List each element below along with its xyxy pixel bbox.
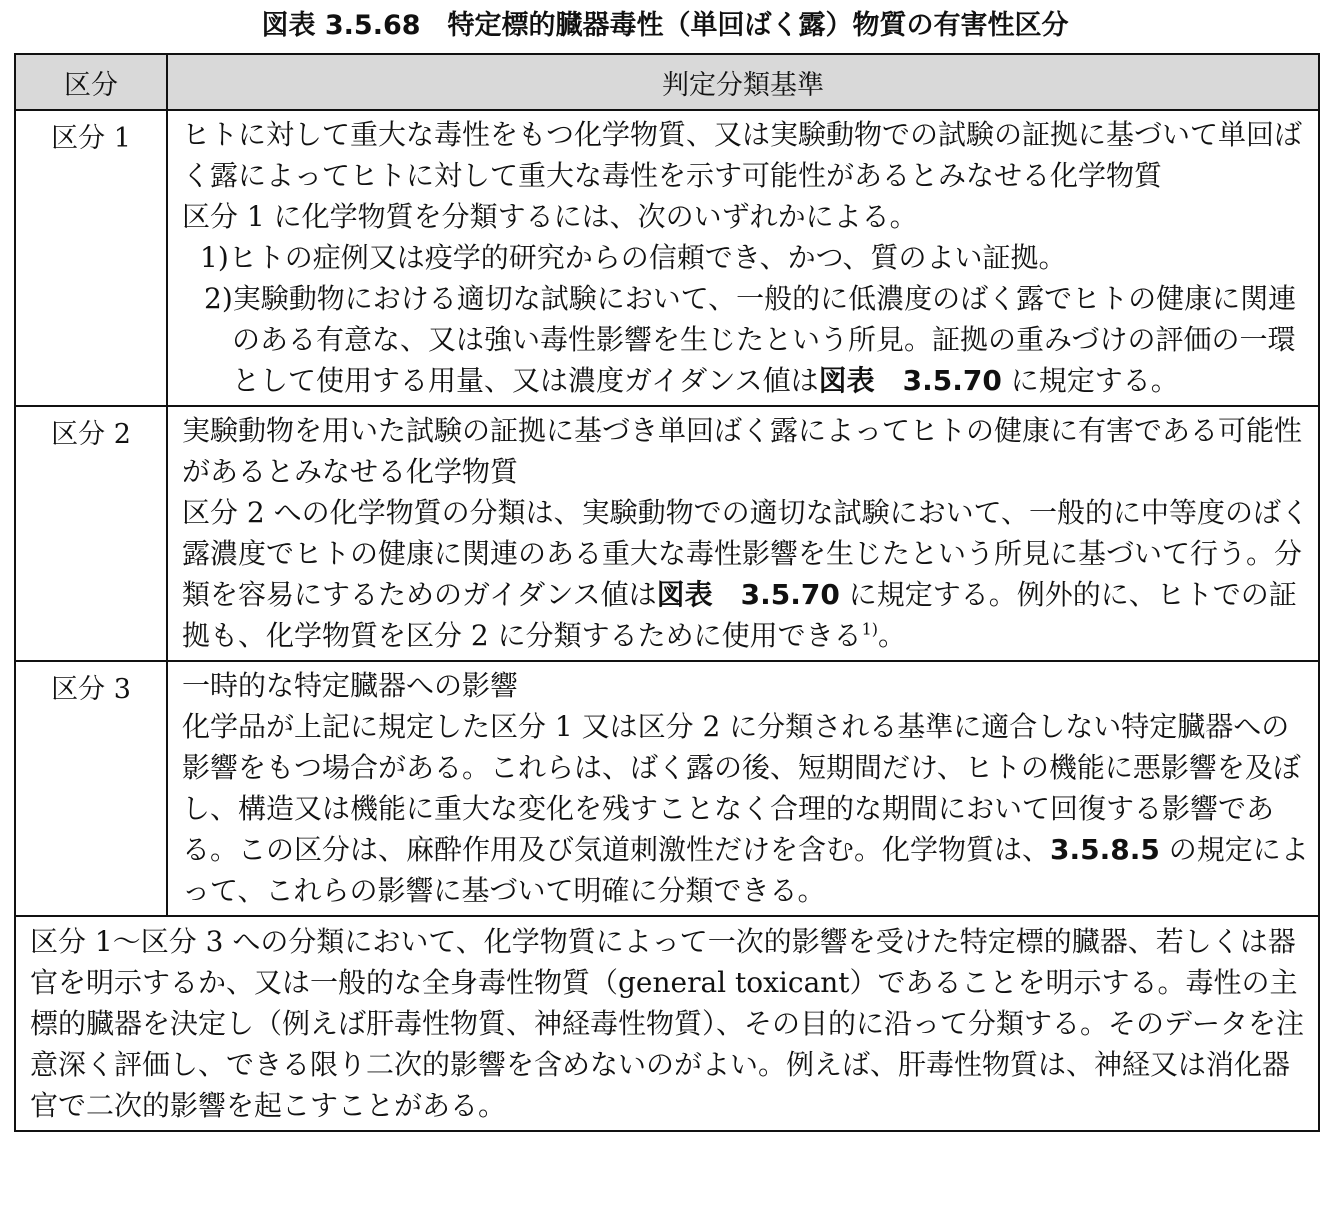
criteria-cell [167,661,1319,916]
table-header-row [15,54,1319,110]
criteria-detail [182,706,1310,911]
header-criteria: 判定分類基準 [167,54,1319,110]
table-row-category-3 [15,661,1319,916]
criteria-cell [167,110,1319,406]
criteria-definition: 実験動物を用いた試験の証拠に基づき単回ばく露によってヒトの健康に有害である可能性があるとみなせる化学物質 [182,414,1303,488]
section-reference: 3.5.8.5 [1050,833,1160,866]
header-category: 区分 [15,54,167,110]
criteria-item-2-text: 2)実験動物における適切な試験において、一般的に低濃度のばく露でヒトの健康に関連のある有意な、又は強い毒性影響を生じたという所見。証拠の重みづけの評価の一環として使用する用量、又は濃度ガイダンス値は [204,282,1297,397]
criteria-detail-end: 。 [878,619,907,652]
table-note-row [15,916,1319,1131]
hazard-category-table [14,53,1320,1132]
table-row-category-1 [15,110,1319,406]
table-title: 図表 3.5.68 特定標的臓器毒性（単回ばく露）物質の有害性区分 [261,10,1069,41]
criteria-definition: ヒトに対して重大な毒性をもつ化学物質、又は実験動物での試験の証拠に基づいて単回ばく露によってヒトに対して重大な毒性を示す可能性があるとみなせる化学物質 [182,118,1303,192]
footnote-marker: 1) [861,619,879,639]
category-label: 区分 3 [15,661,167,916]
criteria-intro: 区分 1 に化学物質を分類するには、次のいずれかによる。 [182,200,918,233]
category-label: 区分 2 [15,406,167,661]
criteria-item-2 [182,278,1310,401]
criteria-detail-tail: の規定によって、これらの影響に基づいて明確に分類できる。 [182,833,1309,907]
criteria-definition: 一時的な特定臓器への影響 [182,669,519,702]
criteria-detail-text: 化学品が上記に規定した区分 1 又は区分 2 に分類される基準に適合しない特定臓器への影響をもつ場合がある。これらは、ばく露の後、短期間だけ、ヒトの機能に悪影響を及ぼし、構造又は機能に重大な変化を残すことなく合理的な期間において回復する影響である。この区分は、麻酔作用及び気道刺激性だけを含む。化学物質は、 [182,710,1301,866]
figure-reference: 図表 3.5.70 [818,364,1002,397]
criteria-item-1: 1)ヒトの症例又は疫学的研究からの信頼でき、かつ、質のよい証拠。 [200,241,1067,274]
criteria-detail [182,492,1310,656]
table-row-category-2 [15,406,1319,661]
figure-reference: 図表 3.5.70 [656,578,840,611]
criteria-detail-tail: に規定する。例外的に、ヒトでの証拠も、化学物質を区分 2 に分類するために使用できる [182,578,1297,652]
category-label: 区分 1 [15,110,167,406]
criteria-item-2-tail: に規定する。 [1001,364,1179,397]
criteria-cell [167,406,1319,661]
table-note: 区分 1～区分 3 への分類において、化学物質によって一次的影響を受けた特定標的臓器、若しくは器官を明示するか、又は一般的な全身毒性物質（general toxicant）であることを明示する。毒性の主標的臓器を決定し（例えば肝毒性物質、神経毒性物質）、その目的に沿って分類する。そのデータを注意深く評価し、できる限り二次的影響を含めないのがよい。例えば、肝毒性物質は、神経又は消化器官で二次的影響を起こすことがある。 [15,916,1319,1131]
criteria-detail-text: 区分 2 への化学物質の分類は、実験動物での適切な試験において、一般的に中等度のばく露濃度でヒトの健康に関連のある重大な毒性影響を生じたという所見に基づいて行う。分類を容易にするためのガイダンス値は [182,496,1310,611]
